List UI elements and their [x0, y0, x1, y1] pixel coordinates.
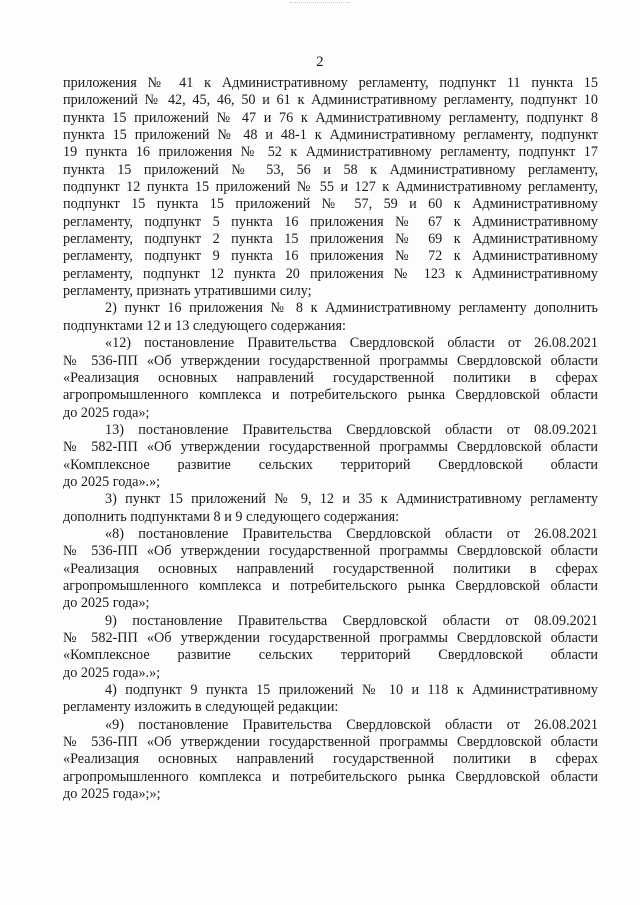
text-line: до 2025 года».»; [63, 664, 161, 681]
text-line: до 2025 года»; [63, 404, 150, 421]
scan-artifact [290, 2, 350, 9]
text-line: 4) подпункт 9 пункта 15 приложений № 10 и 118 к Административному [105, 682, 598, 699]
text-line: подпункт 12 пункта 15 приложений № 55 и 127 к Административному регламенту, [63, 179, 598, 196]
text-line: приложения № 41 к Административному регламенту, подпункт 11 пункта 15 [63, 75, 598, 91]
text-line: пункта 15 приложений № 47 и 76 к Административному регламенту, подпункт 8 [63, 109, 598, 126]
text-line: 13) постановление Правительства Свердловской области от 08.09.2021 [105, 421, 598, 438]
text-line: агропромышленного комплекса и потребительского рынка Свердловской области [63, 577, 598, 594]
text-line: «Комплексное развитие сельских территорий Свердловской области [63, 647, 598, 664]
text-line: приложений № 42, 45, 46, 50 и 61 к Административному регламенту, подпункт 10 [63, 92, 598, 109]
text-line: пункта 15 приложений № 53, 56 и 58 к Административному регламенту, [63, 161, 598, 178]
text-line: агропромышленного комплекса и потребительского рынка Свердловской области [63, 387, 598, 404]
paragraph [63, 75, 598, 300]
paragraph [63, 717, 598, 804]
paragraph [63, 300, 598, 335]
paragraph [63, 682, 598, 717]
text-line: «Реализация основных направлений государственной политики в сферах [63, 560, 598, 577]
text-line: 19 пункта 16 приложения № 52 к Административному регламенту, подпункт 17 [63, 144, 598, 161]
text-line: подпунктами 12 и 13 следующего содержания: [63, 317, 346, 334]
text-line: регламенту, подпункт 5 пункта 16 приложения № 67 к Административному [63, 213, 598, 230]
text-line: 3) пункт 15 приложений № 9, 12 и 35 к Административному регламенту [105, 491, 598, 508]
text-line: регламенту, подпункт 2 пункта 15 приложения № 69 к Административному [63, 231, 598, 248]
document-body [63, 75, 598, 803]
text-line: дополнить подпунктами 8 и 9 следующего содержания: [63, 508, 400, 525]
text-line: до 2025 года»; [63, 595, 150, 612]
text-line: подпункт 15 пункта 15 приложений № 57, 59 и 60 к Административному [63, 196, 598, 213]
paragraph [63, 526, 598, 613]
text-line: «Реализация основных направлений государственной политики в сферах [63, 751, 598, 768]
text-line: № 536-ПП «Об утверждении государственной программы Свердловской области [63, 543, 598, 560]
text-line: до 2025 года».»; [63, 473, 161, 490]
text-line: «9) постановление Правительства Свердловской области от 26.08.2021 [105, 716, 598, 733]
text-line: «8) постановление Правительства Свердловской области от 26.08.2021 [105, 525, 598, 542]
text-line: регламенту, признать утратившими силу; [63, 283, 312, 300]
text-line: 2) пункт 16 приложения № 8 к Административному регламенту дополнить [105, 300, 598, 317]
text-line: агропромышленного комплекса и потребительского рынка Свердловской области [63, 768, 598, 785]
text-line: № 582-ПП «Об утверждении государственной программы Свердловской области [63, 630, 598, 646]
paragraph [63, 422, 598, 491]
text-line: «12) постановление Правительства Свердловской области от 26.08.2021 [105, 335, 598, 352]
paragraph [63, 335, 598, 422]
text-line: регламенту, подпункт 12 пункта 20 приложения № 123 к Административному [63, 265, 598, 282]
text-line: № 536-ПП «Об утверждении государственной программы Свердловской области [63, 352, 598, 369]
text-line: пункта 15 приложений № 48 и 48-1 к Административному регламенту, подпункт [63, 127, 598, 144]
text-line: № 536-ПП «Об утверждении государственной программы Свердловской области [63, 734, 598, 751]
text-line: регламенту, подпункт 9 пункта 16 приложения № 72 к Административному [63, 248, 598, 265]
text-line: регламенту изложить в следующей редакции: [63, 699, 339, 716]
paragraph [63, 613, 598, 682]
page-number: 2 [316, 54, 324, 70]
text-line: до 2025 года»;»; [63, 786, 161, 803]
text-line: «Реализация основных направлений государственной политики в сферах [63, 369, 598, 386]
text-line: № 582-ПП «Об утверждении государственной программы Свердловской области [63, 439, 598, 456]
text-line: «Комплексное развитие сельских территорий Свердловской области [63, 456, 598, 473]
text-line: 9) постановление Правительства Свердловской области от 08.09.2021 [105, 612, 598, 629]
paragraph [63, 491, 598, 526]
